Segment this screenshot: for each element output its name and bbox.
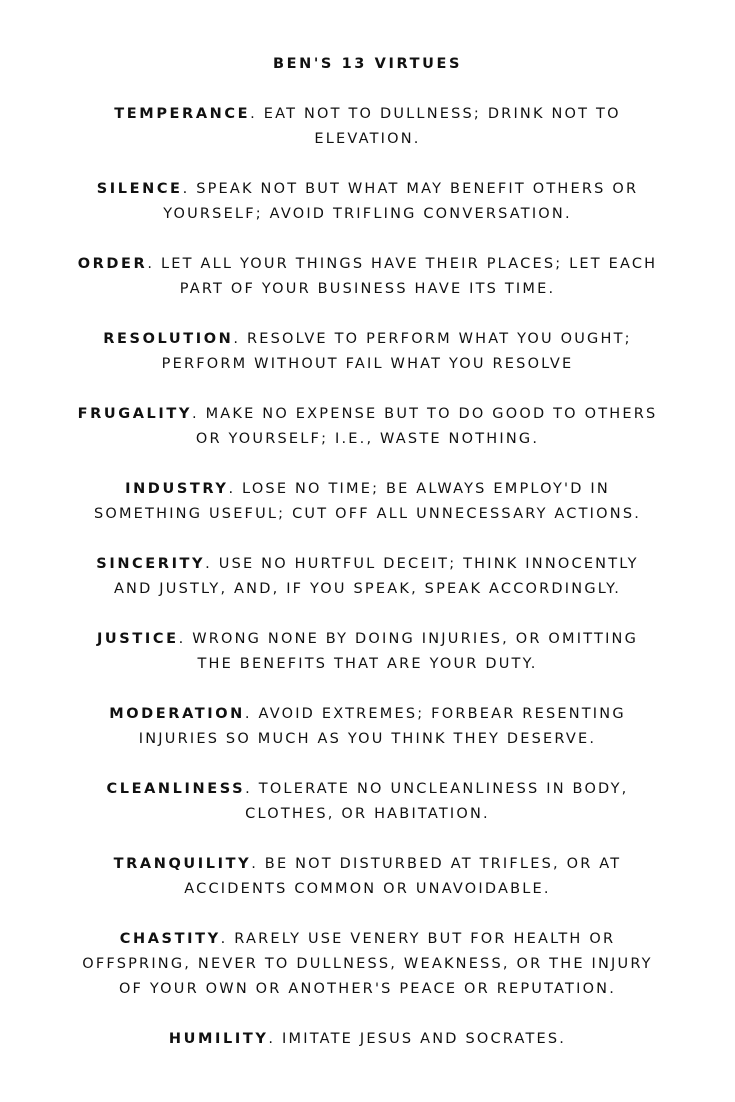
- virtue-text: YOURSELF; AVOID TRIFLING CONVERSATION.: [163, 206, 572, 222]
- virtue-text: OF YOUR OWN OR ANOTHER'S PEACE OR REPUTATION.: [118, 981, 617, 997]
- virtue-text: . RESOLVE TO PERFORM WHAT YOU OUGHT;: [233, 331, 632, 347]
- virtue-text: CLOTHES, OR HABITATION.: [245, 806, 490, 822]
- virtue-text: . BE NOT DISTURBED AT TRIFLES, OR AT: [251, 856, 622, 872]
- virtue-justice: [20, 627, 715, 677]
- virtue-cleanliness: [20, 777, 715, 827]
- virtue-name: SINCERITY: [96, 556, 206, 572]
- virtue-name: TRANQUILITY: [113, 856, 252, 872]
- virtue-text: . RARELY USE VENERY BUT FOR HEALTH OR: [220, 931, 616, 947]
- virtue-text: OFFSPRING, NEVER TO DULLNESS, WEAKNESS, OR THE INJURY: [82, 956, 653, 972]
- virtue-text: INJURIES SO MUCH AS YOU THINK THEY DESERVE.: [138, 731, 597, 747]
- virtue-text: AND JUSTLY, AND, IF YOU SPEAK, SPEAK ACCORDINGLY.: [113, 581, 622, 597]
- virtue-frugality: [20, 402, 715, 452]
- virtue-chastity: [20, 927, 715, 1002]
- virtue-text: PERFORM WITHOUT FAIL WHAT YOU RESOLVE: [161, 356, 574, 372]
- virtue-text: THE BENEFITS THAT ARE YOUR DUTY.: [197, 656, 538, 672]
- virtue-text: . EAT NOT TO DULLNESS; DRINK NOT TO: [250, 106, 621, 122]
- virtue-text: . LET ALL YOUR THINGS HAVE THEIR PLACES; LET EACH: [147, 256, 658, 272]
- virtue-temperance: [20, 102, 715, 152]
- virtue-name: MODERATION: [109, 706, 245, 722]
- virtue-text: . TOLERATE NO UNCLEANLINESS IN BODY,: [245, 781, 629, 797]
- virtue-name: CLEANLINESS: [106, 781, 246, 797]
- virtue-industry: [20, 477, 715, 527]
- virtue-text: ELEVATION.: [314, 131, 421, 147]
- virtue-text: . AVOID EXTREMES; FORBEAR RESENTING: [244, 706, 626, 722]
- virtue-text: OR YOURSELF; I.E., WASTE NOTHING.: [195, 431, 540, 447]
- virtue-name: ORDER: [77, 256, 148, 272]
- page-title: BEN'S 13 VIRTUES: [273, 56, 462, 72]
- virtue-text: ACCIDENTS COMMON OR UNAVOIDABLE.: [184, 881, 551, 897]
- virtue-text: . MAKE NO EXPENSE BUT TO DO GOOD TO OTHERS: [191, 406, 658, 422]
- virtue-name: TEMPERANCE: [114, 106, 251, 122]
- virtue-name: SILENCE: [96, 181, 183, 197]
- virtue-order: [20, 252, 715, 302]
- virtue-name: FRUGALITY: [77, 406, 192, 422]
- virtue-name: RESOLUTION: [103, 331, 234, 347]
- virtue-name: CHASTITY: [119, 931, 221, 947]
- virtue-moderation: [20, 702, 715, 752]
- virtue-sincerity: [20, 552, 715, 602]
- virtue-silence: [20, 177, 715, 227]
- virtue-text: PART OF YOUR BUSINESS HAVE ITS TIME.: [179, 281, 556, 297]
- virtue-resolution: [20, 327, 715, 377]
- virtue-name: INDUSTRY: [125, 481, 229, 497]
- virtue-text: . WRONG NONE BY DOING INJURIES, OR OMITTING: [178, 631, 639, 647]
- virtue-name: JUSTICE: [96, 631, 179, 647]
- virtue-humility: [20, 1027, 715, 1052]
- virtue-name: HUMILITY: [168, 1031, 269, 1047]
- virtue-text: . LOSE NO TIME; BE ALWAYS EMPLOY'D IN: [228, 481, 610, 497]
- virtue-text: . USE NO HURTFUL DECEIT; THINK INNOCENTLY: [205, 556, 639, 572]
- virtue-tranquility: [20, 852, 715, 902]
- virtue-text: . IMITATE JESUS AND SOCRATES.: [268, 1031, 567, 1047]
- virtue-text: . SPEAK NOT BUT WHAT MAY BENEFIT OTHERS OR: [182, 181, 639, 197]
- virtue-text: SOMETHING USEFUL; CUT OFF ALL UNNECESSARY ACTIONS.: [93, 506, 642, 522]
